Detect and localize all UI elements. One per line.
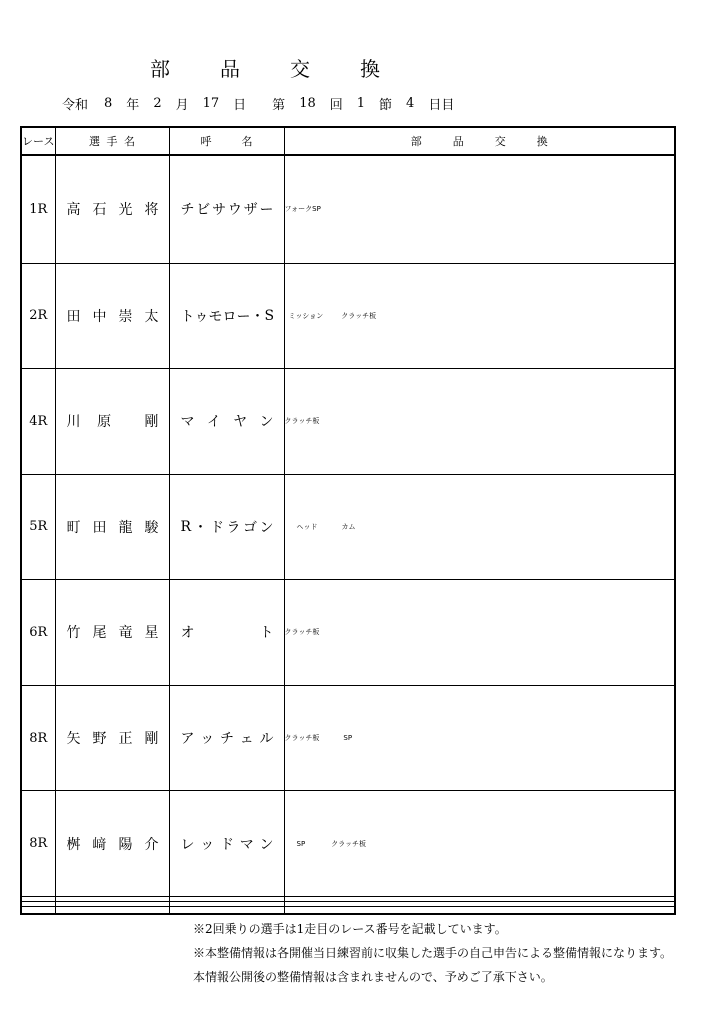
nickname-char: ト (180, 308, 195, 325)
date-token: 節 (379, 97, 393, 113)
nickname-char: ト (259, 625, 274, 642)
name-char: 竹 (66, 625, 81, 642)
parts-exchanged (284, 155, 675, 263)
nickname-char: ゥ (194, 308, 209, 325)
name-char: 野 (92, 731, 107, 748)
name-char: 桝 (66, 836, 81, 853)
racer-nickname (169, 474, 284, 580)
racer-name (55, 580, 169, 686)
racer-name (55, 791, 169, 897)
racer-name (55, 685, 169, 791)
racer-name (55, 155, 169, 263)
note-line: ※2回乗りの選手は1走目のレース番号を記載しています。 (193, 922, 507, 936)
nickname-char: ラ (226, 519, 241, 536)
name-char: 将 (144, 202, 159, 219)
date-token: 月 (175, 97, 189, 113)
header-race: レース (21, 127, 55, 155)
nickname-char: サ (212, 202, 227, 219)
race-number: 4R (21, 369, 55, 475)
nickname-char: マ (239, 836, 254, 853)
date-token: 年 (126, 97, 140, 113)
nickname-char: ド (220, 836, 234, 853)
race-number: 6R (21, 580, 55, 686)
name-char: 駿 (144, 519, 159, 536)
nickname-char: ン (259, 519, 274, 536)
name-char: 尾 (92, 625, 107, 642)
name-char: 正 (118, 731, 133, 748)
part-item: クラッチ板 (284, 417, 320, 426)
nickname-char: ェ (239, 731, 254, 748)
date-token: 回 (329, 97, 343, 113)
name-char: 田 (92, 519, 107, 536)
parts-exchanged (284, 791, 675, 897)
name-char: 介 (144, 836, 159, 853)
name-char: 龍 (118, 519, 133, 536)
date-token: 1 (356, 95, 366, 111)
header-char: 手 (106, 135, 118, 148)
name-char: 田 (66, 308, 81, 325)
name-char: 川 (66, 414, 81, 431)
name-char: 崇 (118, 308, 133, 325)
date-token: 4 (406, 95, 415, 111)
nickname-char: ッ (200, 836, 215, 853)
nickname-char: ビ (196, 202, 211, 219)
name-char: 剛 (144, 414, 159, 431)
race-number: 1R (21, 155, 55, 263)
parts-exchanged (284, 369, 675, 475)
race-number: 2R (21, 263, 55, 369)
parts-exchanged (284, 474, 675, 580)
table-row (21, 263, 675, 369)
racer-name (55, 263, 169, 369)
date-token: 8 (104, 95, 113, 111)
date-token: 第 (272, 97, 286, 113)
nickname-char: ウ (227, 202, 242, 219)
table-row (21, 474, 675, 580)
table-row (21, 791, 675, 897)
nickname-char: マ (180, 414, 195, 431)
nickname-char: イ (206, 414, 221, 431)
part-item: クラッチ板 (284, 628, 320, 637)
header-char: 部 (410, 135, 422, 148)
date-token: 令和 (62, 97, 89, 113)
racer-nickname (169, 791, 284, 897)
racer-nickname (169, 580, 284, 686)
table-row (21, 685, 675, 791)
nickname-char: ッ (200, 731, 215, 748)
table-row (21, 155, 675, 263)
name-char: 﨑 (92, 836, 107, 853)
header-char: 選 (89, 135, 100, 148)
nickname-char: ザ (243, 202, 258, 219)
nickname-char: ア (180, 731, 195, 748)
header-char: 名 (241, 135, 253, 148)
racer-nickname (169, 263, 284, 369)
parts-exchange-table (20, 126, 676, 915)
part-item: クラッチ板 (341, 311, 377, 320)
table-header-row (21, 127, 675, 155)
racer-nickname (169, 155, 284, 263)
title-char: 換 (360, 56, 380, 81)
nickname-char: モ (208, 308, 223, 325)
header-parts (284, 127, 675, 155)
part-item: クラッチ板 (284, 734, 320, 743)
part-item: SP (296, 839, 306, 848)
name-char: 竜 (118, 625, 133, 642)
date-token: 日 (233, 97, 247, 113)
nickname-char: ー (259, 202, 274, 219)
race-number: 8R (21, 685, 55, 791)
nickname-char: ー (236, 308, 251, 325)
title-char: 交 (290, 56, 310, 81)
title-char: 部 (150, 56, 170, 81)
racer-name (55, 369, 169, 475)
header-char: 呼 (200, 135, 212, 148)
nickname-char: S (264, 307, 275, 324)
notes (193, 917, 672, 989)
racer-name (55, 906, 169, 914)
race-number: 5R (21, 474, 55, 580)
table-row (21, 369, 675, 475)
nickname-char: ル (259, 731, 274, 748)
racer-nickname (169, 685, 284, 791)
nickname-char: ン (259, 836, 274, 853)
page-title (150, 52, 380, 82)
part-item: ミッション (288, 311, 324, 320)
name-char: 町 (66, 519, 81, 536)
nickname-char: チ (220, 731, 234, 748)
part-item: クラッチ板 (331, 839, 367, 848)
nickname-char: ・ (250, 308, 265, 325)
note-line: ※本整備情報は各開催当日練習前に収集した選手の自己申告による整備情報になります。 (193, 946, 673, 960)
date-token: 日目 (428, 97, 455, 113)
name-char: 星 (144, 625, 159, 642)
name-char: 石 (92, 202, 107, 219)
nickname-char: ド (210, 519, 225, 536)
nickname-char: ・ (193, 519, 208, 536)
name-char: 光 (118, 202, 133, 219)
racer-nickname (169, 906, 284, 914)
nickname-char: レ (180, 836, 195, 853)
date-token: 2 (153, 95, 162, 111)
name-char: 陽 (118, 836, 133, 853)
parts-exchanged (284, 685, 675, 791)
part-item: カム (341, 522, 356, 531)
nickname-char: オ (180, 625, 195, 642)
name-char: 高 (66, 202, 81, 219)
nickname-char: ゴ (242, 519, 257, 536)
parts-exchanged (284, 906, 675, 914)
date-line (62, 94, 454, 112)
nickname-char: チ (180, 202, 195, 219)
date-token: 17 (202, 95, 220, 111)
part-item: フォークSP (284, 205, 321, 214)
racer-nickname (169, 369, 284, 475)
header-char: 名 (124, 135, 135, 148)
header-name (55, 127, 169, 155)
race-number (21, 906, 55, 914)
header-char: 換 (536, 135, 548, 148)
header-char: 交 (494, 135, 506, 148)
name-char: 中 (92, 308, 107, 325)
race-number: 8R (21, 791, 55, 897)
header-yomi (169, 127, 284, 155)
note-line: 本情報公開後の整備情報は含まれませんので、予めご了承下さい。 (193, 970, 553, 984)
name-char: 原 (97, 414, 112, 431)
nickname-char: ン (259, 414, 274, 431)
parts-exchanged (284, 263, 675, 369)
name-char: 矢 (66, 731, 81, 748)
part-item: SP (343, 734, 353, 743)
part-item: ヘッド (296, 522, 318, 531)
date-token: 18 (299, 95, 316, 111)
nickname-char: ロ (222, 308, 237, 325)
name-char: 太 (144, 308, 159, 325)
racer-name (55, 474, 169, 580)
name-char: 剛 (144, 731, 159, 748)
title-char: 品 (220, 56, 240, 81)
nickname-char: R (180, 518, 192, 535)
parts-exchanged (284, 580, 675, 686)
nickname-char: ヤ (233, 414, 248, 431)
header-char: 品 (452, 135, 464, 148)
table-row (21, 580, 675, 686)
table-row (21, 906, 675, 914)
